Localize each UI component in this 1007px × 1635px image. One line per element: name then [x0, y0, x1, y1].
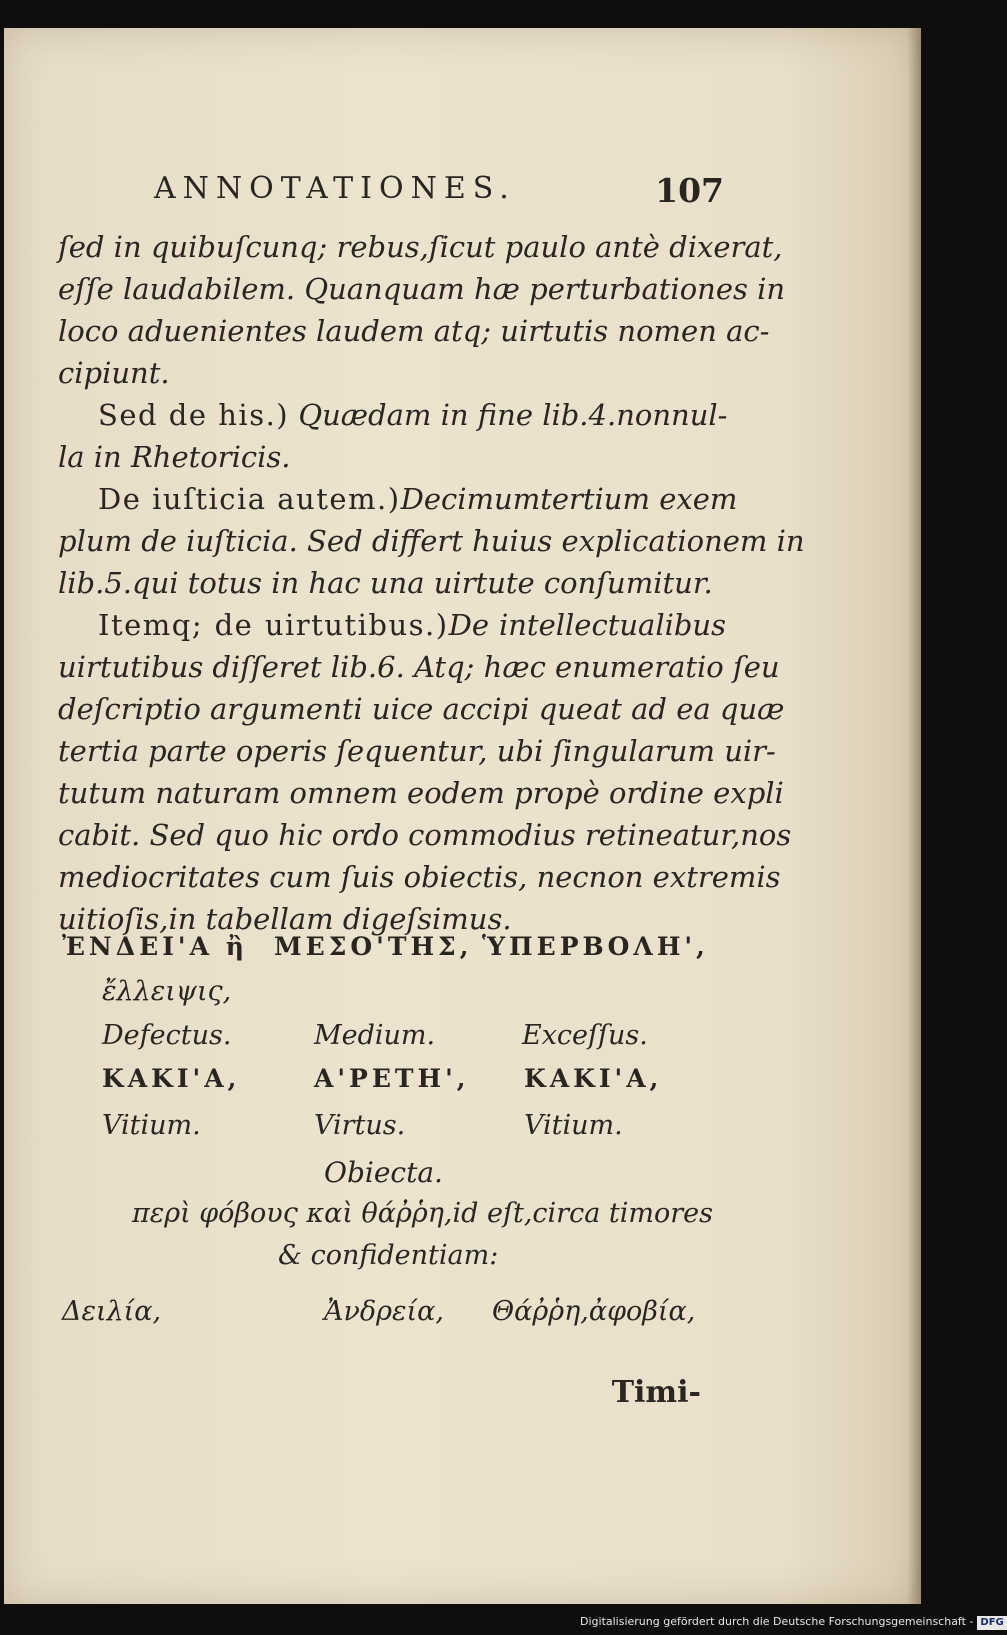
paragraph-3-text: Decimumtertium exem	[400, 482, 738, 516]
table-row-latin-vitium	[62, 1110, 732, 1150]
word-deilia: Δειλία,	[62, 1296, 162, 1327]
obiecta-line-2: & confidentiam:	[278, 1240, 499, 1271]
footer-text: Digitalisierung gefördert durch die Deutsche Forschungsgemeinschaft -	[580, 1615, 974, 1628]
paragraph-4-line-8: uitioſis,in tabellam digeſsimus.	[58, 902, 512, 936]
page-number: 107	[655, 171, 724, 210]
head-endeia: ἘΝΔΕΙ'Α ἢ	[62, 932, 248, 961]
paragraph-4-line-3: deſcriptio argumenti uice accipi queat ad ea quæ	[58, 692, 785, 726]
label-medium: Medium.	[314, 1020, 436, 1051]
lemma-sed-de-his: Sed de his.)	[98, 398, 290, 432]
label-arete: Α'ΡΕΤΗ',	[314, 1064, 470, 1093]
paragraph-2-line-1	[58, 394, 726, 436]
paragraph-2-text: Quædam in fine lib.4.nonnul-	[289, 398, 728, 432]
paragraph-4-line-7: mediocritates cum ſuis obiectis, necnon extremis	[58, 860, 781, 894]
label-excessus: Exceſſus.	[522, 1020, 648, 1051]
head-mesotes: ΜΕΣΟ'ΤΗΣ,	[274, 932, 473, 961]
paragraph-4-line-5: tutum naturam omnem eodem propè ordine expli	[58, 776, 784, 810]
word-tharre: Θάῤῥη,ἀφοβία,	[492, 1296, 696, 1327]
obiecta-line-1: περὶ φόβους καὶ θάῤῥη,id eſt,circa timores	[132, 1198, 713, 1229]
table-row-greek-sub	[62, 976, 732, 1016]
virtues-row-items	[62, 1296, 732, 1336]
text-line-2: eſſe laudabilem. Quanquam hæ perturbationes in	[58, 272, 786, 306]
paragraph-3-line-1	[58, 478, 738, 520]
text-line-4: cipiunt.	[58, 356, 170, 390]
paragraph-4-text: De intellectualibus	[448, 608, 726, 642]
label-vitium-left: Vitium.	[102, 1110, 201, 1141]
page-header	[154, 171, 724, 221]
obiecta-title: Obiecta.	[324, 1156, 443, 1189]
paragraph-4-line-4: tertia parte operis ſequentur, ubi ſingularum uir-	[58, 734, 776, 768]
label-vitium-right: Vitium.	[524, 1110, 623, 1141]
paragraph-4-line-2: uirtutibus diſſeret lib.6. Atq; hæc enumeratio ſeu	[58, 650, 780, 684]
word-andreia: Ἀνδρεία,	[324, 1296, 444, 1327]
label-defectus: Defectus.	[102, 1020, 232, 1051]
label-virtus: Virtus.	[314, 1110, 406, 1141]
text-line-1: ſed in quibuſcunq; rebus,ſicut paulo antè dixerat,	[58, 230, 783, 264]
catchword: Timi-	[611, 1375, 701, 1410]
body-text	[58, 226, 805, 940]
lemma-de-iusticia: De iuſticia autem.)	[98, 482, 401, 516]
dfg-logo: DFG	[977, 1616, 1006, 1630]
text-line-3: loco aduenientes laudem atq; uirtutis nomen ac-	[58, 314, 770, 348]
lemma-itemq: Itemq; de uirtutibus.)	[98, 608, 449, 642]
label-kakia-right: ΚΑΚΙ'Α,	[524, 1064, 663, 1093]
paragraph-4-line-6: cabit. Sed quo hic ordo commodius retineatur,nos	[58, 818, 792, 852]
head-hyperbole: ὙΠΕΡΒΟΛΗ',	[482, 932, 709, 961]
table-row-greek-heads	[62, 932, 732, 972]
page-edge-shadow	[907, 28, 921, 1604]
table-row-latin-heads	[62, 1020, 732, 1060]
digitization-footer	[580, 1612, 1007, 1632]
paragraph-4-line-1	[58, 604, 726, 646]
running-head: ANNOTATIONES.	[154, 171, 516, 206]
paragraph-3-line-3: lib.5.qui totus in hac una uirtute conſumitur.	[58, 566, 713, 600]
paragraph-2-line-2: la in Rhetoricis.	[58, 440, 291, 474]
book-page	[4, 28, 921, 1604]
paragraph-3-line-2: plum de iuſticia. Sed differt huius explicationem in	[58, 524, 805, 558]
table-row-greek-kakia	[62, 1064, 732, 1104]
label-kakia-left: ΚΑΚΙ'Α,	[102, 1064, 241, 1093]
head-elleipsis: ἔλλειψις,	[102, 976, 232, 1007]
